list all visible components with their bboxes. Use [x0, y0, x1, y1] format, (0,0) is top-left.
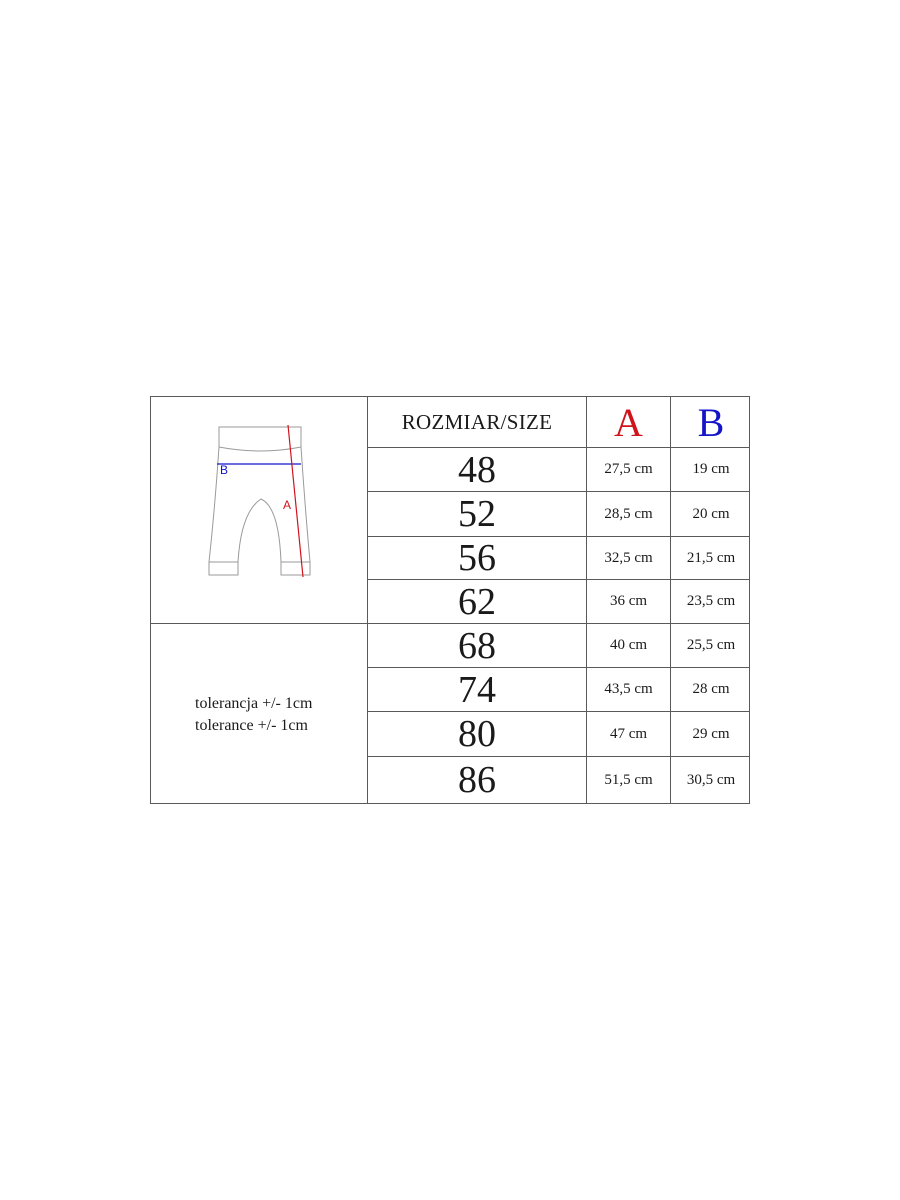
measure-b-cell: 19 cm [692, 461, 730, 477]
tolerance-pl: tolerancja +/- 1cm [195, 694, 313, 712]
tolerance-en: tolerance +/- 1cm [195, 716, 308, 734]
size-cell: 68 [458, 624, 496, 667]
label-a: A [283, 498, 292, 512]
measure-a-cell: 47 cm [609, 725, 648, 742]
label-b: B [220, 463, 229, 477]
tolerance-note [151, 624, 367, 805]
size-cell: 52 [458, 493, 496, 535]
size-cell: 80 [458, 713, 496, 755]
measure-b-cell: 21,5 cm [686, 549, 736, 566]
measure-a-cell: 28,5 cm [604, 505, 653, 522]
measure-b-cell: 29 cm [692, 725, 730, 742]
measure-a-cell: 32,5 cm [604, 549, 653, 566]
measure-b-cell: 30,5 cm [686, 771, 736, 788]
measure-b-cell: 23,5 cm [686, 593, 736, 609]
size-cell: 56 [458, 537, 496, 579]
header-size: ROZMIAR/SIZE [401, 409, 553, 434]
measure-a-cell: 51,5 cm [604, 771, 653, 788]
baby-pants-diagram-icon [151, 397, 367, 623]
measure-a-cell: 27,5 cm [604, 461, 653, 477]
measure-b-cell: 20 cm [692, 505, 730, 522]
size-cell: 48 [458, 448, 496, 491]
size-cell: 62 [458, 580, 496, 623]
pants-illustration [151, 397, 367, 623]
measure-a-cell: 36 cm [609, 593, 648, 609]
measure-b-cell: 28 cm [692, 681, 730, 697]
size-cell: 86 [458, 759, 496, 801]
header-b: B [697, 399, 725, 445]
size-table [150, 396, 750, 804]
measure-a-cell: 43,5 cm [604, 681, 653, 697]
measure-b-cell: 25,5 cm [686, 637, 736, 653]
measure-a-cell: 40 cm [609, 637, 648, 653]
header-a: A [614, 399, 643, 445]
size-cell: 74 [458, 668, 496, 711]
